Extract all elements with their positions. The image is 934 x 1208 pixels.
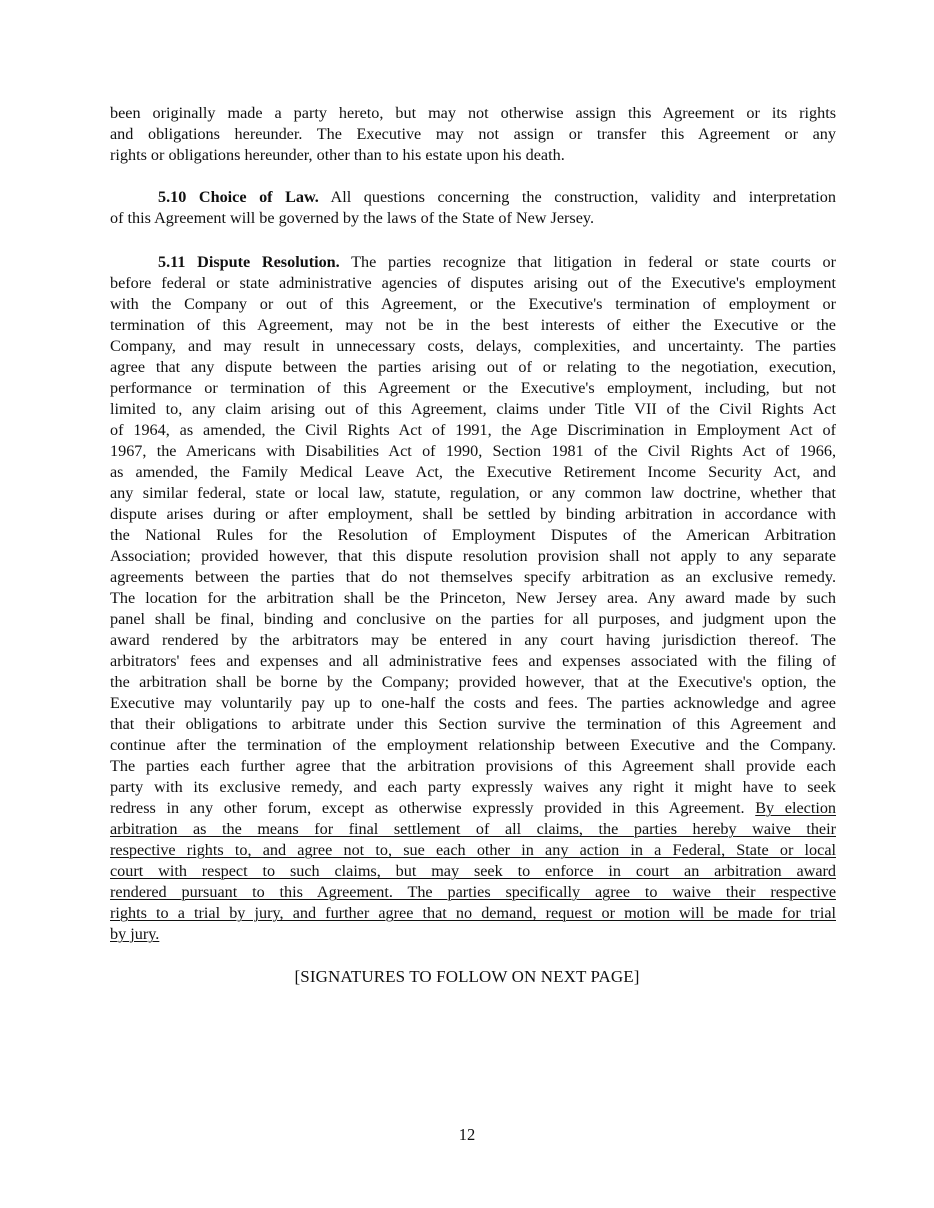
underlined-text: arbitration as the means for final settlement of all claims, the parties hereby waive their [110, 820, 836, 838]
underlined-text: respective rights to, and agree not to, sue each other in any action in a Federal, State or local [110, 841, 836, 859]
section-5-10-choice-of-law [110, 187, 836, 229]
text-line: Executive may voluntarily pay up to one-half the costs and fees. The parties acknowledge and agree [110, 694, 836, 712]
underlined-text-line [110, 882, 836, 903]
text-line: agreements between the parties that do not themselves specify arbitration as an exclusive remedy. [110, 568, 836, 586]
section-5-11-dispute-resolution [110, 252, 836, 945]
text-line: as amended, the Family Medical Leave Act, the Executive Retirement Income Security Act, and [110, 463, 836, 481]
section-body-lines [110, 273, 836, 798]
text-line [110, 798, 836, 819]
text-line: been originally made a party hereto, but may not otherwise assign this Agreement or its rights [110, 104, 836, 122]
text-line: with the Company or out of this Agreement, or the Executive's termination of employment or [110, 295, 836, 313]
text-line: 1967, the Americans with Disabilities Act of 1990, Section 1981 of the Civil Rights Act of 1966, [110, 442, 836, 460]
text-line: that their obligations to arbitrate under this Section survive the termination of this Agreement and [110, 715, 836, 733]
underlined-text: By election [755, 799, 837, 817]
text-line: award rendered by the arbitrators may be entered in any court having jurisdiction thereof. The [110, 631, 836, 649]
text-line: party with its exclusive remedy, and each party expressly waives any right it might have to seek [110, 778, 836, 796]
text-line: panel shall be final, binding and conclusive on the parties for all purposes, and judgment upon the [110, 610, 836, 628]
underlined-text-line [110, 924, 836, 945]
text-line: arbitrators' fees and expenses and all administrative fees and expenses associated with the filing of [110, 652, 836, 670]
underlined-text-line [110, 819, 836, 840]
text-line [110, 187, 836, 208]
text-line: The parties each further agree that the arbitration provisions of this Agreement shall provide each [110, 757, 836, 775]
text-line [110, 252, 836, 273]
text-line: limited to, any claim arising out of this Agreement, claims under Title VII of the Civil Rights Act [110, 400, 836, 418]
text-line: rights or obligations hereunder, other than to his estate upon his death. [110, 146, 565, 164]
underlined-text-line [110, 840, 836, 861]
text-line: agree that any dispute between the parties arising out of or relating to the negotiation, execution, [110, 358, 836, 376]
underlined-waiver-lines [110, 819, 836, 945]
text-line: dispute arises during or after employment, shall be settled by binding arbitration in accordance with [110, 505, 836, 523]
underlined-text-line [110, 861, 836, 882]
underlined-text-line [110, 903, 836, 924]
signatures-note: [SIGNATURES TO FOLLOW ON NEXT PAGE] [294, 967, 640, 986]
page-number: 12 [458, 1125, 476, 1144]
underlined-text: court with respect to such claims, but may seek to enforce in court an arbitration award [110, 862, 836, 880]
text-line: continue after the termination of the employment relationship between Executive and the Company. [110, 736, 836, 754]
text-line: The location for the arbitration shall be the Princeton, New Jersey area. Any award made by such [110, 589, 836, 607]
section-heading: 5.11 Dispute Resolution. [158, 253, 340, 271]
text-line: of this Agreement will be governed by the laws of the State of New Jersey. [110, 209, 594, 227]
text-span: redress in any other forum, except as otherwise expressly provided in this Agreement. [110, 799, 756, 817]
text-line: the arbitration shall be borne by the Company; provided however, that at the Executive's option, the [110, 673, 836, 691]
text-line: performance or termination of this Agreement or the Executive's employment, including, but not [110, 379, 836, 397]
underlined-text: by jury. [110, 925, 160, 943]
text-line: Association; provided however, that this dispute resolution provision shall not apply to any separate [110, 547, 836, 565]
text-line: any similar federal, state or local law, statute, regulation, or any common law doctrine, whether that [110, 484, 836, 502]
underlined-text: rights to a trial by jury, and further agree that no demand, request or motion will be made for trial [110, 904, 836, 922]
text-span: The parties recognize that litigation in federal or state courts or [339, 253, 836, 271]
text-line: termination of this Agreement, may not be in the best interests of either the Executive or the [110, 316, 836, 334]
text-line: before federal or state administrative agencies of disputes arising out of the Executive's employment [110, 274, 836, 292]
text-line: the National Rules for the Resolution of Employment Disputes of the American Arbitration [110, 526, 836, 544]
paragraph-continued [110, 103, 836, 166]
text-span: All questions concerning the construction, validity and interpretation [318, 188, 836, 206]
text-line: and obligations hereunder. The Executive may not assign or transfer this Agreement or any [110, 125, 836, 143]
text-line: of 1964, as amended, the Civil Rights Act of 1991, the Age Discrimination in Employment Act of [110, 421, 836, 439]
underlined-text: rendered pursuant to this Agreement. The parties specifically agree to waive their respective [110, 883, 836, 901]
section-heading: 5.10 Choice of Law. [158, 188, 319, 206]
text-line: Company, and may result in unnecessary costs, delays, complexities, and uncertainty. The parties [110, 337, 836, 355]
